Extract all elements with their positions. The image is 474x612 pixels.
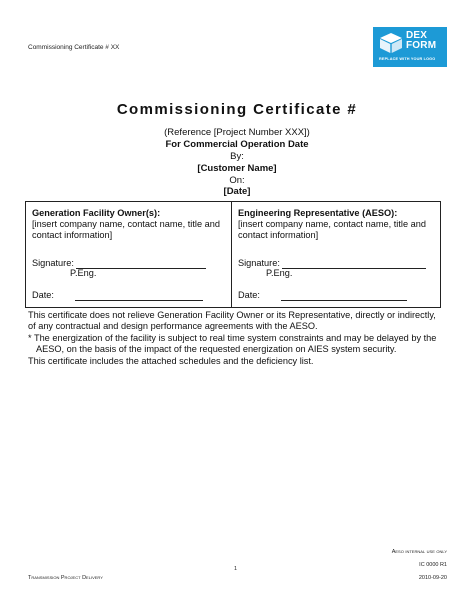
aeso-date-row	[238, 290, 407, 301]
aeso-info: [insert company name, contact name, title and contact information]	[238, 219, 426, 240]
department-label: Transmission Project Delivery	[28, 575, 103, 581]
purpose-line: For Commercial Operation Date	[165, 139, 309, 150]
energization-note	[28, 333, 444, 355]
owner-date-line[interactable]	[75, 291, 203, 301]
owner-info: [insert company name, contact name, title and contact information]	[32, 219, 220, 240]
running-header: Commissioning Certificate # XX	[28, 44, 120, 51]
page-title: Commissioning Certificate #	[116, 101, 358, 118]
owner-signature-row	[32, 258, 206, 269]
page-number: 1	[234, 566, 238, 572]
aeso-heading: Engineering Representative (AESO):	[238, 208, 398, 218]
customer-name: [Customer Name]	[197, 163, 277, 174]
owner-signature-label: Signature:	[32, 258, 74, 268]
aeso-credential: P.Eng.	[266, 268, 293, 278]
logo-brand: DEX FORM	[406, 30, 437, 51]
aeso-signature-line[interactable]	[282, 259, 426, 269]
document-date: 2010-09-20	[418, 575, 447, 581]
aeso-date-label: Date:	[238, 290, 260, 300]
reference-line: (Reference [Project Number XXX])	[164, 127, 310, 138]
classification-label: Aeso internal use only	[391, 549, 447, 555]
box-logo-icon	[379, 32, 403, 54]
signature-table	[25, 201, 441, 308]
by-label: By:	[230, 151, 244, 162]
note-line-1: * The energization of the facility is subject to real time system constraints and may be delayed by the	[28, 333, 437, 343]
aeso-signature-label: Signature:	[238, 258, 280, 268]
disclaimer-paragraph: This certificate does not relieve Generation Facility Owner or its Representative, directly or indirectly, of any contractual and design performance agreements with the AESO.	[28, 310, 436, 331]
owner-credential: P.Eng.	[70, 268, 97, 278]
owner-date-label: Date:	[32, 290, 54, 300]
aeso-cell	[238, 208, 436, 241]
aeso-date-line[interactable]	[281, 291, 407, 301]
owner-heading: Generation Facility Owner(s):	[32, 208, 161, 218]
owner-cell	[32, 208, 228, 241]
table-divider	[231, 202, 232, 307]
on-label: On:	[229, 175, 245, 186]
note-line-2: AESO, on the basis of the impact of the requested energization on AIES system security.	[36, 344, 397, 354]
logo-tagline: REPLACE WITH YOUR LOGO	[379, 57, 436, 61]
company-logo	[373, 27, 447, 67]
document-code: IC 0000 R1	[419, 562, 447, 568]
owner-date-row	[32, 290, 203, 301]
date-placeholder: [Date]	[223, 186, 251, 197]
schedules-paragraph: This certificate includes the attached schedules and the deficiency list.	[28, 356, 314, 366]
